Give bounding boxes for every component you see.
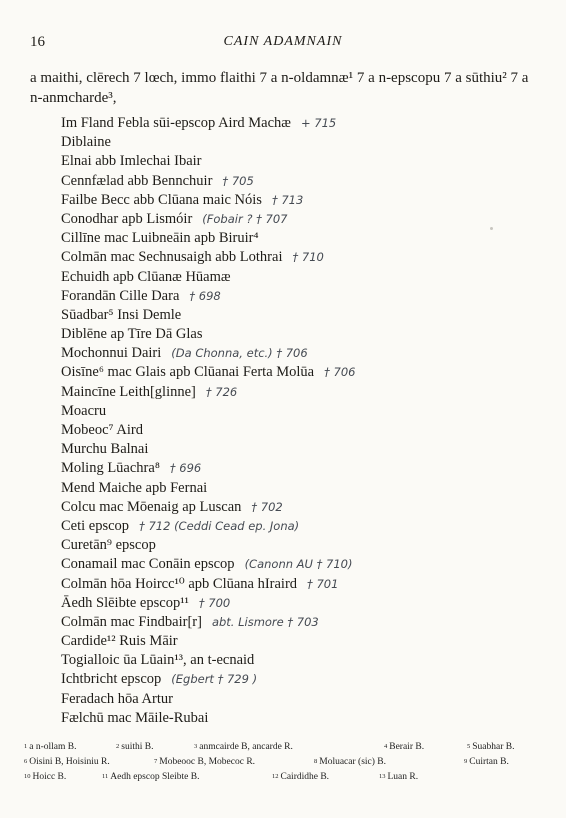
list-entry (61, 229, 551, 248)
list-entry (61, 421, 551, 440)
footnote: $^4$ Berair B. (384, 742, 425, 752)
handwritten-annotation: † 712 (Ceddi Cead ep. Jona) (139, 518, 300, 533)
handwritten-annotation: † 713 (271, 192, 304, 207)
handwritten-annotation: (Canonn AU † 710) (244, 557, 353, 572)
list-entry (61, 575, 551, 594)
intro-paragraph: a maithi, clērech 7 lœch, immo flaithi 7 a n-oldamnæ¹ 7 a n-epscopu 7 a sūthiu² 7 a n-anmcharde³, (30, 70, 529, 106)
entry-text: Diblaine (61, 134, 111, 151)
footnote: $^{13}$ Luan R. (379, 772, 419, 782)
footnote: $^8$ Moluacar (sic) B. (314, 757, 386, 767)
list-entry (61, 210, 551, 229)
entry-text: Colmān mac Sechnusaigh abb Lothrai (61, 249, 283, 266)
handwritten-annotation: (Fobair ? † 707 (202, 211, 288, 226)
entry-text: Forandān Cille Dara (61, 287, 180, 304)
handwritten-annotation: † 700 (198, 595, 231, 610)
handwritten-annotation: † 706 (324, 365, 356, 380)
page-header (0, 34, 566, 54)
list-entry (61, 632, 551, 651)
handwritten-annotation: † 701 (307, 576, 339, 591)
list-entry (61, 690, 551, 709)
entry-text: Āedh Slēibte epscop¹¹ (61, 594, 189, 611)
entry-text: Im Fland Febla sūi-epscop Aird Machæ (61, 115, 291, 131)
entry-text: Colmān hōa Hoircc¹⁰ apb Clūana hIraird (61, 575, 298, 592)
footnote: $^{12}$ Cairdidhe B. (272, 772, 330, 782)
footnotes (24, 740, 544, 785)
list-entry (61, 344, 551, 363)
footnote-line (24, 755, 544, 770)
entry-text: Moling Lūachra⁸ (61, 460, 160, 477)
handwritten-annotation: † 702 (251, 499, 283, 514)
footnote: $^3$ anmcairde B, ancarde R. (194, 742, 293, 752)
footnote: $^{11}$ Aedh epscop Sleibte B. (102, 772, 200, 782)
footnote: $^9$ Cuirtan B. (464, 757, 509, 767)
entry-text: Colmān mac Findbair[r] (61, 613, 202, 630)
list-entry (61, 479, 551, 498)
footnote: $^7$ Mobeooc B, Mobecoc R. (154, 757, 256, 767)
footnote: $^6$ Oisini B, Hoisiniu R. (24, 757, 110, 767)
entry-text: Cillīne mac Luibneāin apb Biruir⁴ (61, 230, 259, 247)
entry-text: Sūadbar⁵ Insi Demle (61, 306, 182, 323)
handwritten-annotation: † 726 (205, 384, 238, 399)
list-entry (61, 651, 551, 670)
list-entry (61, 555, 551, 574)
entry-text: Feradach hōa Artur (61, 690, 173, 707)
list-entry (61, 152, 551, 171)
list-entry (61, 709, 551, 728)
footnote: $^{10}$ Hoicc B. (24, 772, 67, 782)
list-entry (61, 402, 551, 421)
handwritten-annotation: † 705 (222, 173, 254, 188)
entry-text: Fælchū mac Māile-Rubai (61, 709, 209, 726)
entry-text: Echuidh apb Clūanæ Hūamæ (61, 268, 231, 285)
list-entry (61, 594, 551, 613)
list-entry (61, 306, 551, 325)
entry-text: Murchu Balnai (61, 441, 149, 458)
entry-text: Oisīne⁶ mac Glais apb Clūanai Ferta Molūa (61, 364, 315, 381)
footnote-line (24, 770, 544, 785)
list-entry (61, 440, 551, 459)
entry-text: Elnai abb Imlechai Ibair (61, 153, 202, 170)
entry-text: Togialloic ūa Lūain¹³, an t-ecnaid (61, 652, 255, 669)
entry-text: Ceti epscop (61, 517, 130, 534)
list-entry (61, 287, 551, 306)
running-title: CAIN ADAMNAIN (223, 34, 343, 49)
list-entry (61, 114, 551, 133)
handwritten-annotation: † 696 (169, 461, 202, 476)
page-number: 16 (30, 34, 45, 50)
entry-text: Mobeoc⁷ Aird (61, 422, 143, 438)
entry-text: Cardide¹² Ruis Māir (61, 633, 178, 650)
entry-text: Cennfælad abb Bennchuir (61, 172, 213, 189)
paper-speck (490, 227, 493, 230)
handwritten-annotation: (Da Chonna, etc.) † 706 (171, 346, 308, 361)
list-entry (61, 670, 551, 689)
handwritten-annotation: abt. Lismore † 703 (211, 614, 319, 629)
list-entry (61, 325, 551, 344)
list-entry (61, 613, 551, 632)
handwritten-annotation: (Egbert † 729 ) (171, 672, 258, 687)
list-entry (61, 383, 551, 402)
entry-text: Colcu mac Mōenaig ap Luscan (61, 498, 242, 515)
entry-text: Conamail mac Conāin epscop (61, 556, 235, 573)
list-entry (61, 459, 551, 478)
list-entry (61, 268, 551, 287)
footnote-line (24, 740, 544, 755)
entry-text: Ichtbricht epscop (61, 671, 162, 688)
list-entry (61, 536, 551, 555)
handwritten-annotation: † 698 (189, 288, 221, 303)
entry-text: Failbe Becc abb Clūana maic Nóis (61, 191, 262, 208)
list-entry (61, 363, 551, 382)
list-entry (61, 133, 551, 152)
handwritten-annotation: + 715 (300, 116, 337, 130)
list-entry (61, 172, 551, 191)
footnote: $^2$ suithi B. (116, 742, 154, 752)
entry-text: Diblēne ap Tīre Dā Glas (61, 326, 203, 343)
list-entry (61, 248, 551, 267)
handwritten-annotation: † 710 (292, 250, 324, 265)
list-entry (61, 191, 551, 210)
signatory-list (61, 114, 551, 728)
entry-text: Maincīne Leith[glinne] (61, 383, 196, 400)
entry-text: Moacru (61, 402, 107, 419)
footnote: $^5$ Suabhar B. (467, 742, 515, 752)
entry-text: Curetān⁹ epscop (61, 537, 156, 554)
footnote: $^1$ a n-ollam B. (24, 742, 77, 752)
list-entry (61, 517, 551, 536)
entry-text: Mend Maiche apb Fernai (61, 479, 208, 496)
entry-text: Conodhar apb Lismóir (61, 210, 193, 227)
list-entry (61, 498, 551, 517)
entry-text: Mochonnui Dairi (61, 345, 162, 362)
